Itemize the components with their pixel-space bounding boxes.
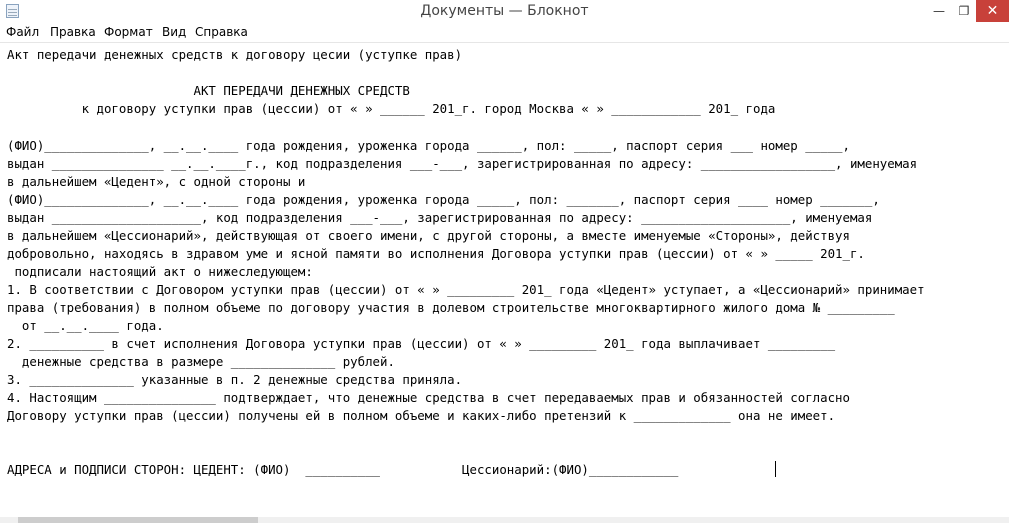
text-line: (ФИО)______________, __.__.____ года рождения, уроженка города ______, пол: _____, паспорт серия ___ номер _____, <box>7 138 850 153</box>
text-line: денежные средства в размере ______________ рублей. <box>7 354 395 369</box>
menu-view[interactable]: Вид <box>162 25 187 39</box>
menu-edit[interactable]: Правка <box>50 25 96 39</box>
menu-file[interactable]: Файл <box>6 25 40 39</box>
text-line: выдан ____________________, код подразделения ___-___, зарегистрированная по адресу: ____________________, именуемая <box>7 210 873 225</box>
text-caret <box>775 461 776 477</box>
text-line: выдан _______________ __.__.____г., код подразделения ___-___, зарегистрированная по адресу: __________________, именуемая <box>7 156 918 171</box>
text-line: права (требования) в полном объеме по договору участия в долевом строительстве многоквартирного жилого дома № _________ <box>7 300 895 315</box>
text-line: АДРЕСА и ПОДПИСИ СТОРОН: ЦЕДЕНТ: (ФИО) __________ Цессионарий:(ФИО)____________ <box>7 462 679 477</box>
text-line: в дальнейшем «Цедент», с одной стороны и <box>7 174 306 189</box>
menu-help[interactable]: Справка <box>195 25 248 39</box>
title-bar <box>0 0 1009 22</box>
minimize-button[interactable]: — <box>933 4 945 18</box>
text-line: 1. В соответствии с Договором уступки прав (цессии) от « » _________ 201_ года «Цедент» уступает, а «Цессионарий» принимает <box>7 282 925 297</box>
text-line: 4. Настоящим _______________ подтверждает, что денежные средства в счет передаваемых прав и обязанностей согласно <box>7 390 850 405</box>
maximize-button[interactable]: ❐ <box>958 4 970 18</box>
text-line: Акт передачи денежных средств к договору цесии (уступке прав) <box>7 47 463 62</box>
text-line: АКТ ПЕРЕДАЧИ ДЕНЕЖНЫХ СРЕДСТВ <box>7 83 410 98</box>
menu-bar <box>0 22 1009 43</box>
scrollbar-thumb[interactable] <box>18 517 258 523</box>
text-line: подписали настоящий акт о нижеследующем: <box>7 264 313 279</box>
text-line: от __.__.____ года. <box>7 318 164 333</box>
menu-format[interactable]: Формат <box>104 25 153 39</box>
text-line: 3. ______________ указанные в п. 2 денежные средства приняла. <box>7 372 463 387</box>
text-line: к договору уступки прав (цессии) от « » ______ 201_г. город Москва « » ____________ 201_ года <box>7 101 776 116</box>
text-line: Договору уступки прав (цессии) получены ей в полном объеме и каких-либо претензий к _____________ она не имеет. <box>7 408 836 423</box>
text-line: 2. __________ в счет исполнения Договора уступки прав (цессии) от « » _________ 201_ года выплачивает _________ <box>7 336 836 351</box>
close-button[interactable]: ✕ <box>976 0 1009 22</box>
text-line: в дальнейшем «Цессионарий», действующая от своего имени, с другой стороны, а вместе именуемые «Стороны», действуя <box>7 228 850 243</box>
text-line: (ФИО)______________, __.__.____ года рождения, уроженка города _____, пол: _______, паспорт серия ____ номер _______, <box>7 192 880 207</box>
window-title: Документы — Блокнот <box>420 3 589 19</box>
text-line: добровольно, находясь в здравом уме и ясной памяти во исполнения Договора уступки прав (цессии) от « » _____ 201_г. <box>7 246 865 261</box>
